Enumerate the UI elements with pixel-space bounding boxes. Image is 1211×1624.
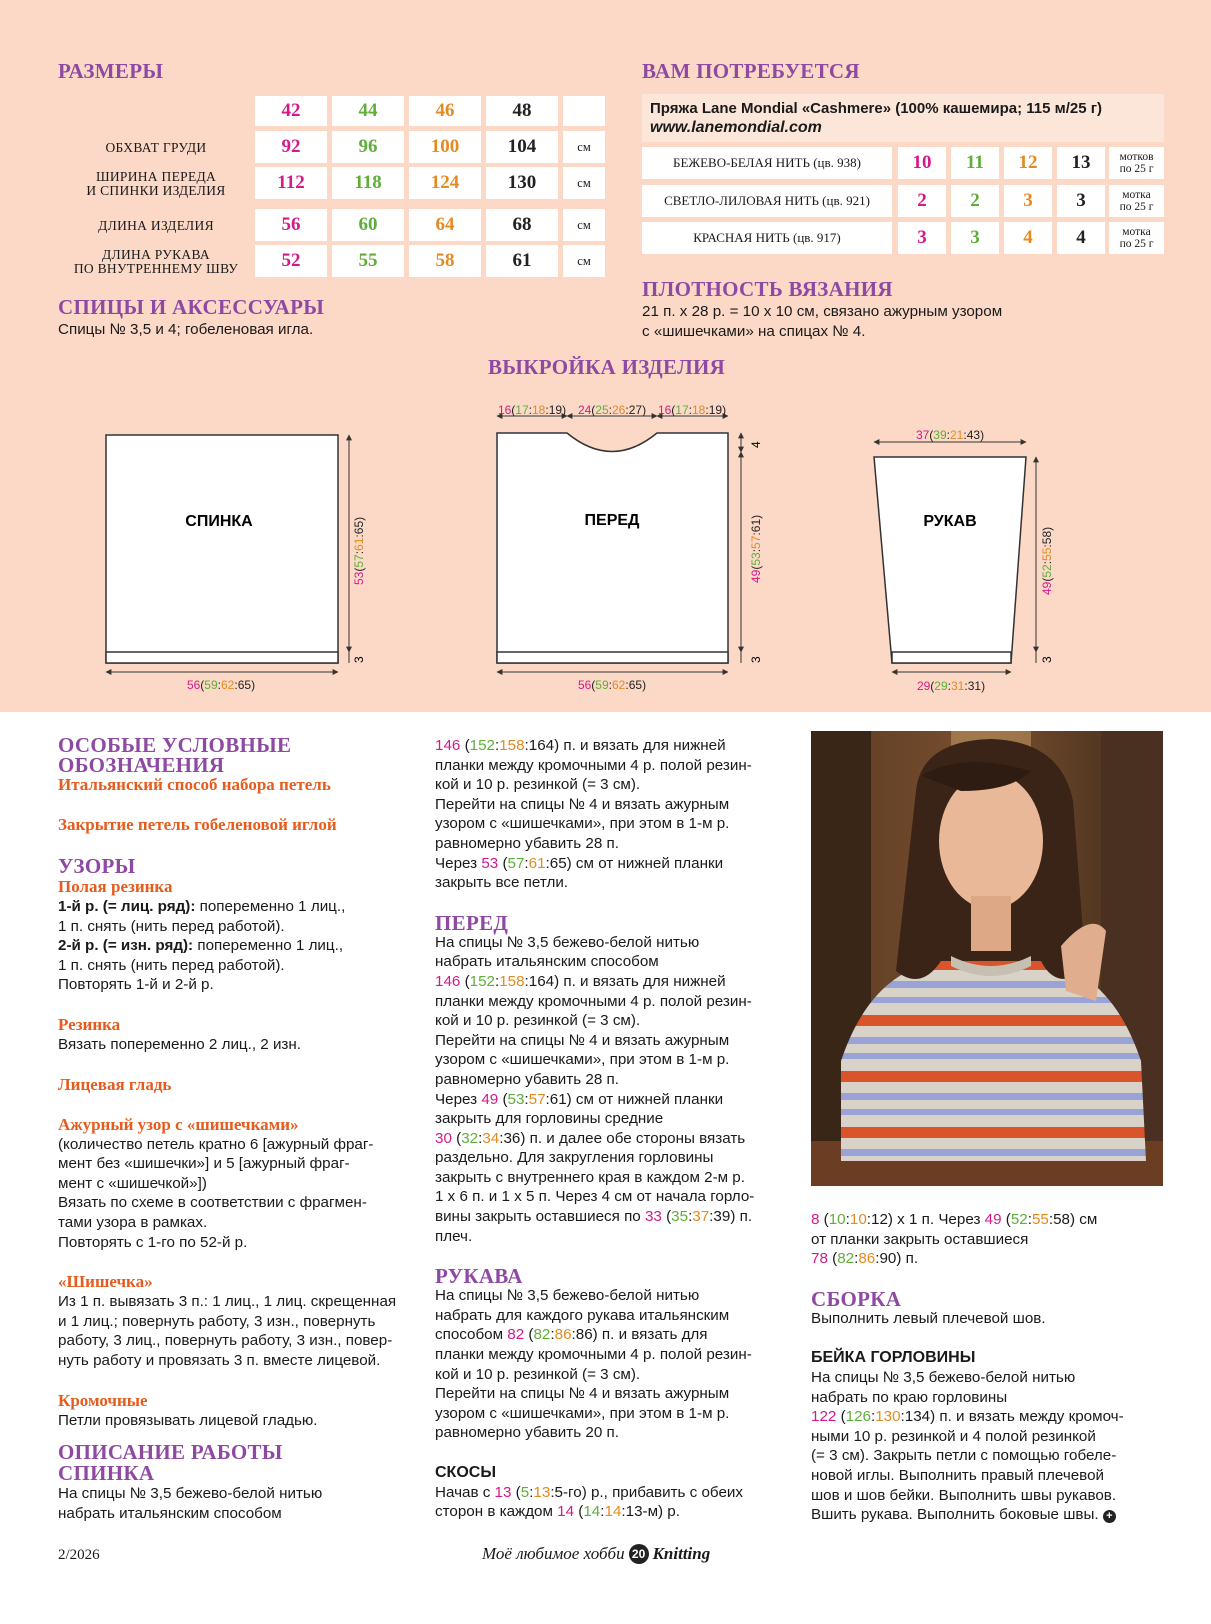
- size-value-cell: 55: [332, 245, 404, 277]
- svg-text:37(39:21:43): 37(39:21:43): [915, 428, 985, 442]
- sleeve-label: РУКАВ: [923, 513, 977, 530]
- size-unit-cell: см: [563, 245, 605, 277]
- sleeve-piece: [874, 428, 1054, 693]
- size-col-42: 42: [255, 96, 327, 126]
- back-piece: [106, 435, 366, 692]
- yarn-value-cell: 3: [1004, 185, 1052, 217]
- yarn-value-cell: 13: [1057, 147, 1105, 179]
- svg-text:16(17:18:19): 16(17:18:19): [497, 403, 567, 417]
- back-height-label: 53(57:61:65): [352, 516, 366, 585]
- end-mark-icon: +: [1103, 1510, 1116, 1523]
- column-3: 8 (10:10:12) х 1 п. Через 49 (52:55:58) см от планки закрыть оставшиеся 78 (82:86:90) п. СБОРКА Выполнить левый плечевой шов. БЕЙКА ГОРЛОВИНЫ На спицы № 3,5 бежево-белой нитью набрать по краю горловины 122 (126:130:134) п. и вязать между кромоч- ными 10 р. резинкой и 4 полой резинкой (= 3 см). Закрыть петли с помощью гобеле- новой иглы. Выполнить правый плечевой шов и шов бейки. Выполнить швы рукавов. Вшить рукава. Выполнить боковые швы. +: [811, 1211, 1124, 1524]
- yarn-value-cell: 10: [898, 147, 946, 179]
- size-row-label: ОБХВАТ ГРУДИ: [105, 140, 207, 155]
- footer-page-number: 20: [629, 1544, 649, 1564]
- size-value-cell: 60: [332, 209, 404, 241]
- column-1: ОСОБЫЕ УСЛОВНЫЕ ОБОЗНАЧЕНИЯ Итальянский способ набора петель Закрытие петель гобеленовой иглой УЗОРЫ Полая резинка 1-й р. (= лиц. ряд): попеременно 1 лиц., 1 п. снять (нить перед работой). 2-й р. (= изн. ряд): попеременно 1 лиц., 1 п. снять (нить перед работой). Повторять 1-й и 2-й р. Резинка Вязать попеременно 2 лиц., 2 изн. Лицевая гладь Ажурный узор с «шишечками» (количество петель кратно 6 [ажурный фраг- мент без «шишечки»] и 5 [ажурный фраг- мент с «шишечкой»]) Вязать по схеме в соответствии с фрагмен- тами узора в рамках. Повторять с 1-го по 52-й р. «Шишечка» Из 1 п. вывязать 3 п.: 1 лиц., 1 лиц. скрещенная и 1 лиц.; повернуть работу, 3 изн., повернуть работу, 3 лиц., повернуть работу, 3 изн., повер- нуть работу и провязать 3 п. вместе лицевой. Кромочные Петли провязывать лицевой гладью. ОПИСАНИЕ РАБОТЫ СПИНКА На спицы № 3,5 бежево-белой нитью набрать итальянским способом: [58, 733, 397, 1522]
- footer-magazine-name: Моё любимое хобби: [482, 1544, 625, 1563]
- yarn-header-box: [642, 94, 1164, 142]
- yarn-row-label: БЕЖЕВО-БЕЛАЯ НИТЬ (цв. 938): [642, 147, 892, 179]
- size-row-label: ШИРИНА ПЕРЕДА И СПИНКИ ИЗДЕЛИЯ: [86, 169, 226, 198]
- svg-text:4: 4: [749, 441, 763, 448]
- yarn-row-label: КРАСНАЯ НИТЬ (цв. 917): [642, 222, 892, 254]
- back-label: СПИНКА: [185, 513, 253, 530]
- pattern-heading: ВЫКРОЙКА ИЗДЕЛИЯ: [488, 355, 726, 379]
- svg-text:3: 3: [749, 656, 763, 663]
- yarn-value-cell: 3: [898, 222, 946, 254]
- size-value-cell: 64: [409, 209, 481, 241]
- yarn-website: www.lanemondial.com: [650, 119, 822, 136]
- yarn-row-label: СВЕТЛО-ЛИЛОВАЯ НИТЬ (цв. 921): [642, 185, 892, 217]
- front-piece: [497, 403, 763, 692]
- footer-issue: 2/2026: [58, 1547, 100, 1563]
- size-value-cell: 104: [486, 131, 558, 163]
- yarn-unit-cell: мотков по 25 г: [1109, 147, 1164, 179]
- size-value-cell: 52: [255, 245, 327, 277]
- size-unit-cell: см: [563, 131, 605, 163]
- size-col-44: 44: [332, 96, 404, 126]
- yarn-line: Пряжа Lane Mondial «Cashmere» (100% кашемира; 115 м/25 г): [650, 100, 1102, 117]
- yarn-value-cell: 12: [1004, 147, 1052, 179]
- column-2: 146 (152:158:164) п. и вязать для нижней планки между кромочными 4 р. полой резин- кой и 10 р. резинкой (= 3 см). Перейти на спицы № 4 и вязать ажурным узором с «шишечками», при этом в 1-м р. равномерно убавить 28 п. Через 53 (57:61:65) см от нижней планки закрыть все петли. ПЕРЕД На спицы № 3,5 бежево-белой нитью набрать итальянским способом 146 (152:158:164) п. и вязать для нижней планки между кромочными 4 р. полой резин- кой и 10 р. резинкой (= 3 см). Перейти на спицы № 4 и вязать ажурным узором с «шишечками», при этом в 1-м р. равномерно убавить 28 п. Через 49 (53:57:61) см от нижней планки закрыть для горловины средние 30 (32:34:36) п. и далее обе стороны вязать раздельно. Для закругления горловины закрыть с внутреннего края в каждом 2-м р. 1 х 6 п. и 1 х 5 п. Через 4 см от начала горло- вины закрыть оставшиеся по 33 (35:37:39) п. плеч. РУКАВА На спицы № 3,5 бежево-белой нитью набрать для каждого рукава итальянским способом 82 (82:86:86) п. и вязать для планки между кромочными 4 р. полой резин- кой и 10 р. резинкой (= 3 см). Перейти на спицы № 4 и вязать ажурным узором с «шишечками», при этом в 1-м р. равномерно убавить 20 п. СКОСЫ Начав с 13 (5:13:5-го) р., прибавить с обеих сторон в каждом 14 (14:14:13-м) р.: [435, 737, 755, 1521]
- unit-empty: [563, 96, 605, 126]
- size-value-cell: 61: [486, 245, 558, 277]
- yarn-unit-cell: мотка по 25 г: [1109, 222, 1164, 254]
- size-value-cell: 112: [255, 167, 327, 199]
- yarn-value-cell: 11: [951, 147, 999, 179]
- svg-text:16(17:18:19): 16(17:18:19): [657, 403, 727, 417]
- svg-text:56(59:62:65): 56(59:62:65): [577, 678, 647, 692]
- size-value-cell: 118: [332, 167, 404, 199]
- size-value-cell: 56: [255, 209, 327, 241]
- needles-heading: СПИЦЫ И АКСЕССУАРЫ: [58, 295, 325, 319]
- svg-text:29(29:31:31): 29(29:31:31): [916, 679, 986, 693]
- yarn-value-cell: 2: [898, 185, 946, 217]
- yarn-value-cell: 2: [951, 185, 999, 217]
- size-value-cell: 96: [332, 131, 404, 163]
- size-row-label: ДЛИНА РУКАВА ПО ВНУТРЕННЕМУ ШВУ: [73, 247, 239, 276]
- materials-heading: ВАМ ПОТРЕБУЕТСЯ: [642, 59, 860, 83]
- footer-magazine: [482, 1544, 710, 1564]
- size-col-46: 46: [409, 96, 481, 126]
- yarn-unit-cell: мотка по 25 г: [1109, 185, 1164, 217]
- svg-text:49(53:57:61): 49(53:57:61): [749, 514, 763, 583]
- size-value-cell: 130: [486, 167, 558, 199]
- size-value-cell: 92: [255, 131, 327, 163]
- yarn-value-cell: 4: [1057, 222, 1105, 254]
- size-unit-cell: см: [563, 167, 605, 199]
- size-value-cell: 100: [409, 131, 481, 163]
- back-band-label: 3: [352, 656, 366, 663]
- yarn-value-cell: 4: [1004, 222, 1052, 254]
- svg-text:49(52:55:58): 49(52:55:58): [1040, 526, 1054, 595]
- size-value-cell: 68: [486, 209, 558, 241]
- model-photo: [811, 731, 1163, 1186]
- gauge-line-1: 21 п. х 28 р. = 10 х 10 см, связано ажурным узором: [642, 303, 1003, 320]
- gauge-heading: ПЛОТНОСТЬ ВЯЗАНИЯ: [642, 277, 893, 301]
- svg-text:24(25:26:27): 24(25:26:27): [577, 403, 647, 417]
- svg-text:3: 3: [1040, 656, 1054, 663]
- size-value-cell: 124: [409, 167, 481, 199]
- front-label: ПЕРЕД: [584, 512, 640, 529]
- needles-text: Спицы № 3,5 и 4; гобеленовая игла.: [58, 321, 314, 338]
- footer-section: Knitting: [652, 1544, 711, 1563]
- yarn-value-cell: 3: [1057, 185, 1105, 217]
- size-col-48: 48: [486, 96, 558, 126]
- sizes-heading: РАЗМЕРЫ: [58, 59, 164, 83]
- pattern-schematic: [0, 380, 1211, 700]
- gauge-line-2: с «шишечками» на спицах № 4.: [642, 323, 866, 340]
- size-row-label: ДЛИНА ИЗДЕЛИЯ: [98, 218, 214, 233]
- yarn-value-cell: 3: [951, 222, 999, 254]
- size-value-cell: 58: [409, 245, 481, 277]
- size-unit-cell: см: [563, 209, 605, 241]
- back-width-label: 56(59:62:65): [186, 678, 256, 692]
